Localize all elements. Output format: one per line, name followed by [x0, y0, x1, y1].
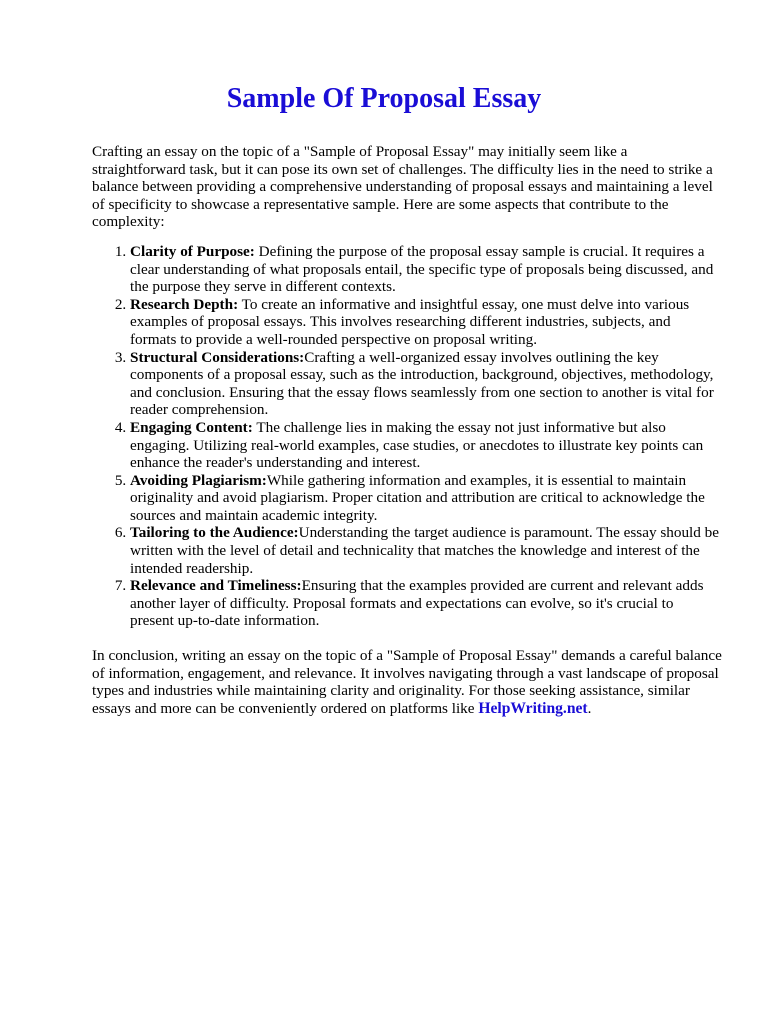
- helpwriting-link[interactable]: HelpWriting.net: [478, 699, 588, 717]
- aspects-list: [92, 243, 720, 630]
- list-item: [130, 296, 720, 349]
- list-item: [130, 243, 720, 296]
- aspect-term: Research Depth:: [130, 295, 239, 313]
- conclusion-text: In conclusion, writing an essay on the topic of a "Sample of Proposal Essay" demands a careful balance of information, engagement, and relevance. It involves navigating through a vast landscape of proposal types and industries while maintaining clarity and originality. For those seeking assistance, similar essays and more can be conveniently ordered on platforms like: [92, 647, 722, 717]
- list-item: [130, 577, 720, 630]
- list-item: [130, 524, 720, 577]
- page-title: Sample Of Proposal Essay: [226, 83, 542, 114]
- aspect-term: Avoiding Plagiarism:: [130, 471, 267, 489]
- aspect-text: While gathering information and examples, it is essential to maintain originality and avoid plagiarism. Proper citation and attribution are critical to acknowledge the sources and maintain academic integrity.: [130, 471, 705, 524]
- aspect-text: Ensuring that the examples provided are current and relevant adds another layer of difficulty. Proposal formats and expectations can evolve, so it's crucial to present up-to-date information.: [130, 577, 704, 630]
- conclusion-paragraph: [92, 647, 724, 717]
- aspect-text: Understanding the target audience is paramount. The essay should be written with the level of detail and technicality that matches the knowledge and interest of the intended readership.: [130, 524, 719, 577]
- conclusion-end: .: [587, 699, 592, 717]
- aspect-term: Structural Considerations:: [130, 348, 305, 366]
- list-item: [130, 472, 720, 525]
- aspect-term: Engaging Content:: [130, 418, 253, 436]
- aspect-text: Defining the purpose of the proposal essay sample is crucial. It requires a clear understanding of what proposals entail, the specific type of proposals being discussed, and the purpose they serve in different contexts.: [130, 242, 714, 296]
- list-item: [130, 419, 720, 472]
- aspect-term: Tailoring to the Audience:: [130, 524, 299, 542]
- list-item: [130, 349, 720, 419]
- aspect-text: The challenge lies in making the essay not just informative but also engaging. Utilizing real-world examples, case studies, or anecdotes to illustrate key points can enhance the reader's understanding and interest.: [130, 418, 704, 472]
- aspect-term: Relevance and Timeliness:: [130, 577, 302, 595]
- aspect-text: To create an informative and insightful essay, one must delve into various examples of proposal essays. This involves researching different industries, subjects, and formats to provide a well-rounded perspective on proposal writing.: [130, 295, 690, 348]
- intro-paragraph: Crafting an essay on the topic of a "Sample of Proposal Essay" may initially seem like a straightforward task, but it can pose its own set of challenges. The difficulty lies in the need to strike a balance between providing a comprehensive understanding of proposal essays and maintaining a level of specificity to showcase a representative sample. Here are some aspects that contribute to the complexity:: [92, 143, 713, 231]
- aspect-text: Crafting a well-organized essay involves outlining the key components of a proposal essay, such as the introduction, background, objectives, methodology, and conclusion. Ensuring that the essay flows seamlessly from one section to another is vital for reader comprehension.: [130, 348, 714, 419]
- aspect-term: Clarity of Purpose:: [130, 242, 255, 260]
